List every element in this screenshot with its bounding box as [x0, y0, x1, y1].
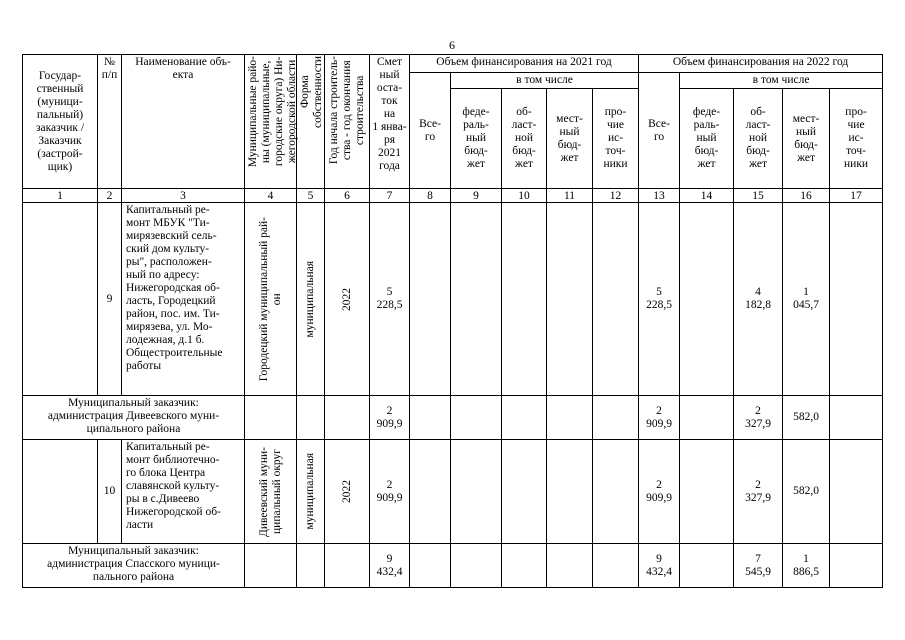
header-total-2021: Все- го	[410, 73, 451, 189]
header-num: № п/п	[98, 55, 122, 189]
table-row	[23, 203, 883, 396]
remainder-cell: 5 228,5	[370, 203, 410, 396]
header-years: Год начала строитель- ства - год окончания строительства	[325, 55, 370, 189]
header-regional-2021: об- ласт- ной бюд- жет	[502, 89, 547, 189]
header-remainder: Смет ный оста- ток на 1 янва- ря 2021 года	[370, 55, 410, 189]
header-customer: Государ- ственный (муници- пальный) заказчик / Заказчик (застрой- щик)	[23, 55, 98, 189]
total-2022-cell: 5 228,5	[639, 203, 680, 396]
header-total-2022: Все- го	[639, 73, 680, 189]
subtotal-row	[23, 396, 883, 440]
header-federal-2021: феде- раль- ный бюд- жет	[451, 89, 502, 189]
local-2022-cell: 1 045,7	[783, 203, 830, 396]
ownership-cell: муниципальная	[297, 203, 325, 396]
page-number: 6	[449, 38, 455, 52]
remainder-cell: 2 909,9	[370, 396, 410, 440]
municipality-cell: Дивеевский муни- ципальный округ	[245, 440, 297, 544]
regional-2022-cell: 4 182,8	[734, 203, 783, 396]
subtotal-row	[23, 544, 883, 588]
header-local-2022: мест- ный бюд- жет	[783, 89, 830, 189]
header-other-2021: про- чие ис- точ- ники	[593, 89, 639, 189]
regional-2022-cell: 2 327,9	[734, 396, 783, 440]
header-incl-2022: в том числе	[680, 73, 883, 89]
header-fin-2021: Объем финансирования на 2021 год	[410, 55, 639, 73]
header-fin-2022: Объем финансирования на 2022 год	[639, 55, 883, 73]
local-2022-cell: 582,0	[783, 396, 830, 440]
local-2022-cell: 1 886,5	[783, 544, 830, 588]
header-federal-2022: феде- раль- ный бюд- жет	[680, 89, 734, 189]
regional-2022-cell: 2 327,9	[734, 440, 783, 544]
customer-label: Муниципальный заказчик: администрация Дивеевского муни- ципального района	[23, 396, 245, 440]
object-name: Капитальный ре- монт МБУК "Ти- мирязевский сель- ский дом культу- ры", расположен- ный по адресу: Нижегородская об- ласть, Городецкий район, пос. им. Ти- мирязева, ул. Мо- лодежная, д.1 б. Общестроительные работы	[122, 203, 245, 396]
row-number: 10	[98, 440, 122, 544]
ownership-cell: муниципальная	[297, 440, 325, 544]
local-2022-cell: 582,0	[783, 440, 830, 544]
header-ownership: Форма собственности	[297, 55, 325, 189]
header-other-2022: про- чие ис- точ- ники	[830, 89, 883, 189]
regional-2022-cell: 7 545,9	[734, 544, 783, 588]
municipality-cell: Городецкий муниципальный рай- он	[245, 203, 297, 396]
object-name: Капитальный ре- монт библиотечно- го блока Центра славянской культу- ры в с.Дивеево Нижегородской об- ласти	[122, 440, 245, 544]
total-2022-cell: 2 909,9	[639, 396, 680, 440]
customer-label: Муниципальный заказчик: администрация Спасского муници- пального района	[23, 544, 245, 588]
total-2022-cell: 9 432,4	[639, 544, 680, 588]
financing-table	[22, 54, 883, 588]
row-number: 9	[98, 203, 122, 396]
total-2022-cell: 2 909,9	[639, 440, 680, 544]
header-name: Наименование объ- екта	[122, 55, 245, 189]
remainder-cell: 2 909,9	[370, 440, 410, 544]
table-row	[23, 440, 883, 544]
header-municipality: Муниципальные райо- ны (муниципальные, городские округа) Ни- жегородской области	[245, 55, 297, 189]
years-cell: 2022	[325, 203, 370, 396]
header-regional-2022: об- ласт- ной бюд- жет	[734, 89, 783, 189]
header-incl-2021: в том числе	[451, 73, 639, 89]
years-cell: 2022	[325, 440, 370, 544]
header-local-2021: мест- ный бюд- жет	[547, 89, 593, 189]
column-numbers-row: 1 2 3 4 5 6 7 8 9 10 11 12 13 14 15 16 17	[23, 189, 883, 203]
remainder-cell: 9 432,4	[370, 544, 410, 588]
